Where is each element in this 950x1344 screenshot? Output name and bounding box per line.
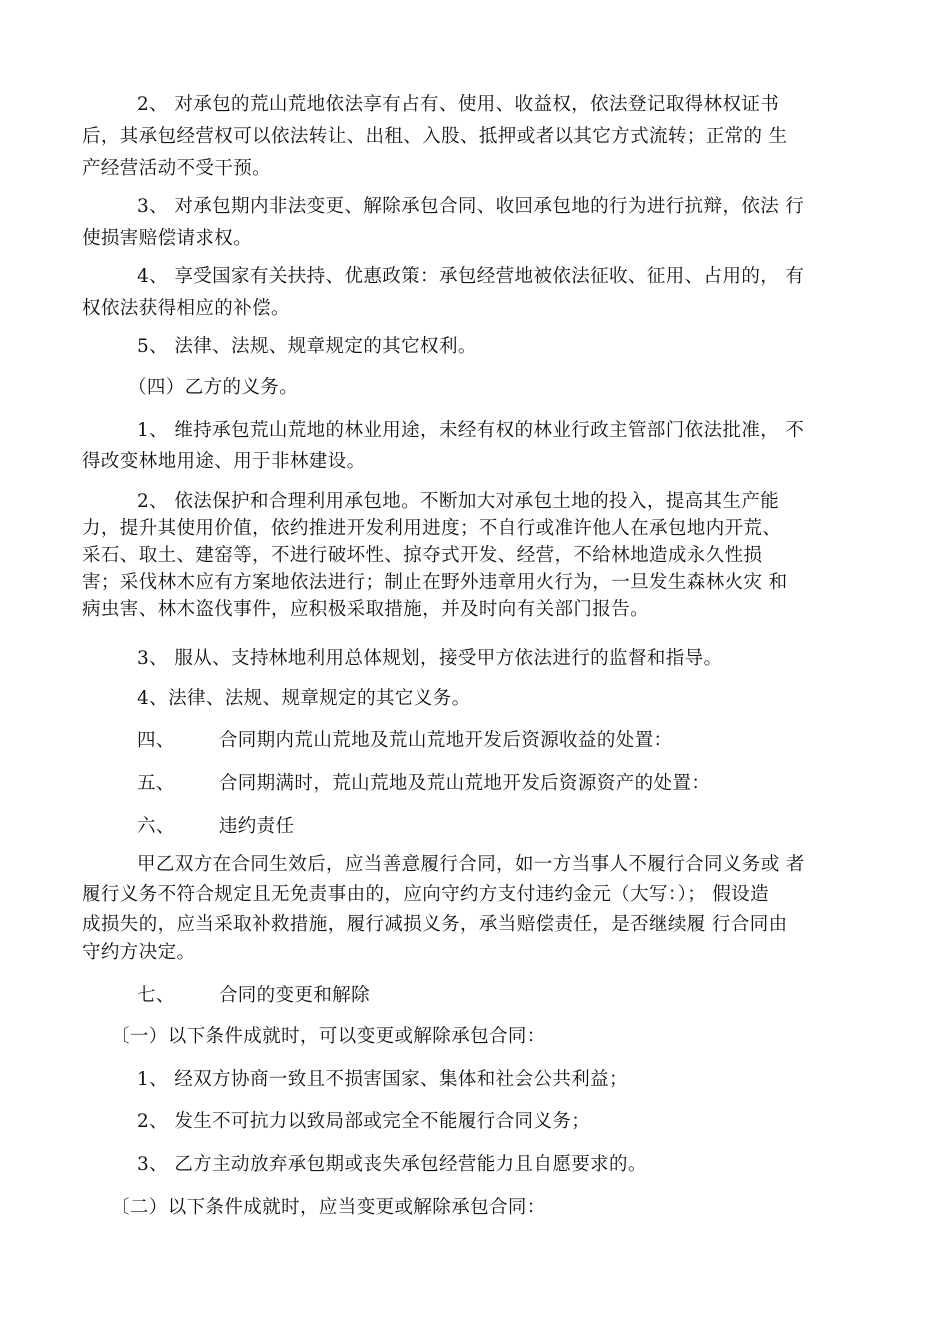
section-number: 五、 — [137, 773, 175, 794]
subsection-heading: 〔一）以下条件成就时，可以变更或解除承包合同： — [111, 1026, 546, 1047]
section-title: 合同期满时，荒山荒地及荒山荒地开发后资源资产的处置： — [218, 773, 711, 794]
text-line: 2、 依法保护和合理利用承包地。不断加大对承包土地的投入，提高其生产能 — [137, 491, 780, 512]
text-line: 使损害赔偿请求权。 — [82, 228, 253, 249]
text-line: 3、 服从、支持林地利用总体规划，接受甲方依法进行的监督和指导。 — [137, 648, 723, 669]
section-heading — [137, 814, 294, 840]
text-line: 履行义务不符合规定且无免责事由的，应向守约方支付违约金元（大写：）； 假设造 — [82, 884, 770, 905]
text-line: 5、 法律、法规、规章规定的其它权利。 — [137, 336, 477, 357]
text-line: 力，提升其使用价值，依约推进开发利用进度；不自行或准许他人在承包地内开荒、 — [82, 518, 782, 539]
text-line: 守约方决定。 — [82, 942, 196, 963]
text-line: 3、 对承包期内非法变更、解除承包合同、收回承包地的行为进行抗辩，依法 行 — [137, 196, 805, 217]
section-heading — [137, 771, 710, 797]
text-line: 产经营活动不受干预。 — [82, 158, 272, 179]
text-line: 害；采伐林木应有方案地依法进行；制止在野外违章用火行为，一旦发生森林火灾 和 — [82, 572, 788, 593]
section-number: 六、 — [137, 816, 175, 837]
section-number: 四、 — [137, 730, 175, 751]
text-line: 采石、取土、建窑等，不进行破坏性、掠夺式开发、经营，不给林地造成永久性损 — [82, 545, 763, 566]
list-item: 2、 发生不可抗力以致局部或完全不能履行合同义务； — [137, 1111, 591, 1132]
text-line: 后，其承包经营权可以依法转让、出租、入股、抵押或者以其它方式流转；正常的 生 — [82, 126, 788, 147]
text-line: 1、 维持承包荒山荒地的林业用途，未经有权的林业行政主管部门依法批准， 不 — [137, 420, 805, 441]
section-heading — [137, 983, 370, 1009]
text-line: 得改变林地用途、用于非林建设。 — [82, 451, 366, 472]
list-item: 3、 乙方主动放弃承包期或丧失承包经营能力且自愿要求的。 — [137, 1154, 647, 1175]
text-line: 甲乙双方在合同生效后，应当善意履行合同，如一方当事人不履行合同义务或 者 — [137, 854, 805, 875]
text-line: 权依法获得相应的补偿。 — [82, 298, 290, 319]
text-line: 4、 享受国家有关扶持、优惠政策：承包经营地被依法征收、征用、占用的， 有 — [137, 266, 805, 287]
text-line: 2、 对承包的荒山荒地依法享有占有、使用、收益权，依法登记取得林权证书 — [137, 94, 780, 115]
text-line: 病虫害、林木盗伐事件，应积极采取措施，并及时向有关部门报告。 — [82, 599, 650, 620]
subsection-heading: 〔二）以下条件成就时，应当变更或解除承包合同： — [111, 1197, 546, 1218]
section-number: 七、 — [137, 985, 175, 1006]
section-title: 合同期内荒山荒地及荒山荒地开发后资源收益的处置： — [218, 730, 673, 751]
subsection-heading: （四）乙方的义务。 — [128, 377, 299, 398]
list-item: 1、 经双方协商一致且不损害国家、集体和社会公共利益； — [137, 1069, 628, 1090]
section-heading — [137, 728, 672, 754]
section-title: 合同的变更和解除 — [218, 985, 371, 1006]
text-line: 成损失的，应当采取补救措施，履行减损义务，承当赔偿责任，是否继续履 行合同由 — [82, 914, 788, 935]
section-title: 违约责任 — [218, 816, 295, 837]
text-line: 4、法律、法规、规章规定的其它义务。 — [137, 688, 471, 709]
